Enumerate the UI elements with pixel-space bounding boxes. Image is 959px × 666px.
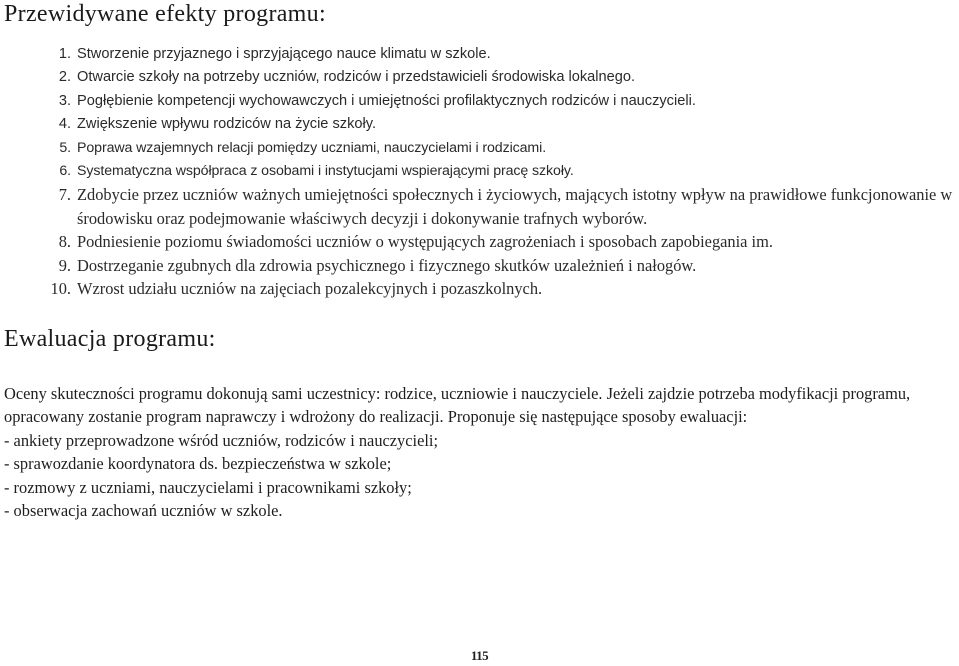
list-item-text: Pogłębienie kompetencji wychowawczych i umiejętności profilaktycznych rodziców i nauczycieli.: [77, 92, 696, 109]
evaluation-method-item: - ankiety przeprowadzone wśród uczniów, rodziców i nauczycieli;: [4, 430, 439, 450]
list-item: [0, 137, 955, 160]
list-item-number: 5.: [59, 139, 71, 156]
list-item-number: 9.: [58, 255, 71, 275]
list-item-number: 3.: [58, 92, 71, 109]
list-item-number: 6.: [59, 163, 71, 180]
evaluation-method-item: - sprawozdanie koordynatora ds. bezpieczeństwa w szkole;: [4, 454, 392, 474]
list-item: [0, 183, 955, 230]
list-item: [0, 160, 955, 183]
evaluation-method-item: - rozmowy z uczniami, nauczycielami i pracownikami szkoły;: [4, 477, 412, 497]
list-item-number: 4.: [58, 116, 71, 133]
list-item: [0, 43, 955, 66]
list-item-text: Wzrost udziału uczniów na zajęciach pozalekcyjnych i pozaszkolnych.: [77, 279, 543, 299]
list-item-text: Dostrzeganie zgubnych dla zdrowia psychicznego i fizycznego skutków uzależnień i nałogów.: [77, 255, 697, 275]
list-item-text: Systematyczna współpraca z osobami i instytucjami wspierającymi pracę szkoły.: [77, 163, 574, 180]
list-item-number: 1.: [58, 46, 71, 62]
list-item-text: Poprawa wzajemnych relacji pomiędzy uczniami, nauczycielami i rodzicami.: [77, 139, 547, 156]
list-item: [0, 254, 955, 277]
evaluation-section: [4, 382, 954, 522]
list-item-number: 8.: [58, 232, 71, 252]
list-item: [0, 90, 955, 113]
list-item: [0, 230, 955, 253]
page-number: 115: [470, 648, 489, 663]
list-item-number: 10.: [50, 279, 71, 299]
heading-evaluation: Ewaluacja programu:: [4, 326, 216, 352]
list-item-text: Zdobycie przez uczniów ważnych umiejętności społecznych i życiowych, mających istotny wpływ na prawidłowe funkcjonowanie w środowisku oraz podejmowanie właściwych decyzji i dokonywanie trafnych wyborów.: [77, 185, 953, 228]
list-item-text: Zwiększenie wpływu rodziców na życie szkoły.: [77, 116, 377, 133]
list-item: [0, 66, 955, 89]
list-item-text: Podniesienie poziomu świadomości uczniów o występujących zagrożeniach i sposobach zapobiegania im.: [77, 232, 773, 252]
heading-expected-effects: Przewidywane efekty programu:: [4, 1, 326, 27]
list-item: [0, 277, 955, 300]
evaluation-intro: Oceny skuteczności programu dokonują sami uczestnicy: rodzice, uczniowie i nauczyciele. Jeżeli zajdzie potrzeba modyfikacji programu, opracowany zostanie program naprawczy i wdrożony do realizacji. Proponuje się następujące sposoby ewaluacji:: [4, 384, 911, 427]
effects-list: [0, 43, 955, 300]
evaluation-method-item: - obserwacja zachowań uczniów w szkole.: [4, 501, 283, 521]
list-item-text: Otwarcie szkoły na potrzeby uczniów, rodziców i przedstawicieli środowiska lokalnego.: [77, 69, 636, 86]
list-item: [0, 113, 955, 136]
list-item-number: 7.: [58, 185, 71, 205]
list-item-text: Stworzenie przyjaznego i sprzyjającego nauce klimatu w szkole.: [77, 46, 491, 62]
list-item-number: 2.: [58, 69, 71, 86]
